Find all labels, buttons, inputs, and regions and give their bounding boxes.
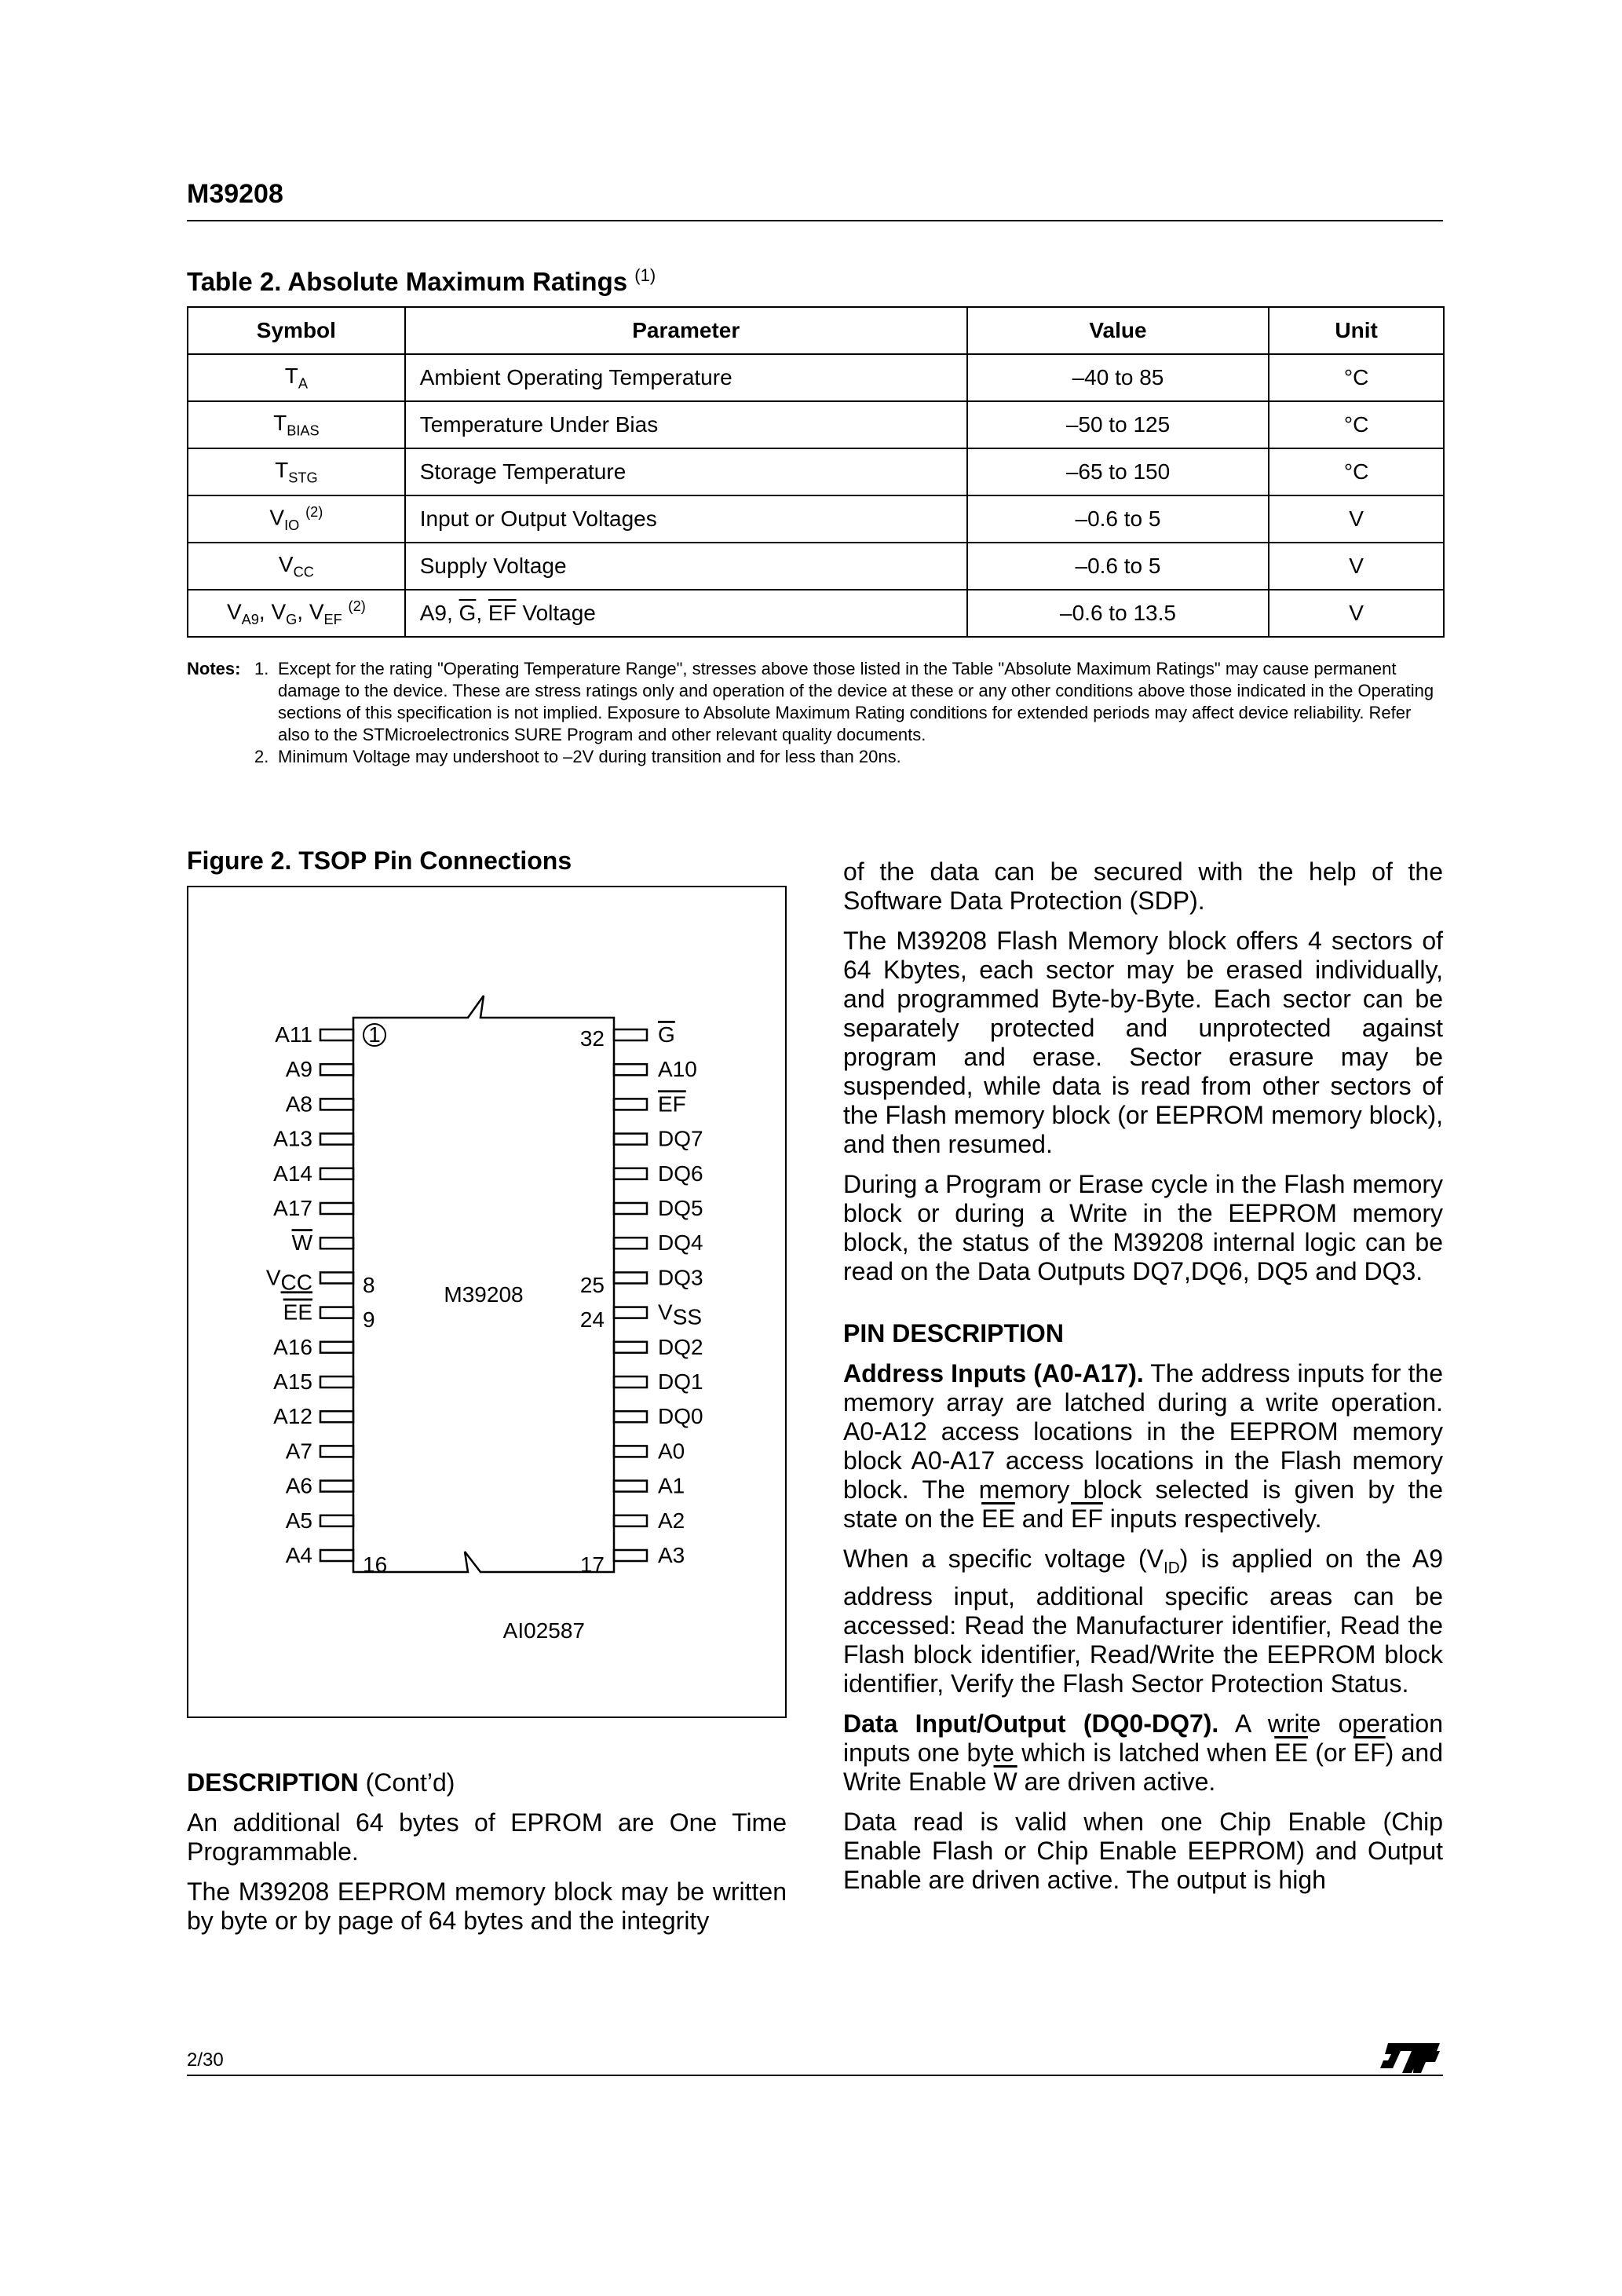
text-run: When a specific voltage (V (843, 1545, 1164, 1573)
row-unit: °C (1269, 448, 1444, 495)
pin-label: A13 (273, 1126, 312, 1151)
sym-sub: A9 (241, 611, 259, 627)
row-unit: °C (1269, 354, 1444, 401)
row-parameter: Supply Voltage (405, 543, 967, 590)
pin-number-25: 25 (579, 1273, 605, 1297)
param-part: Voltage (516, 601, 596, 625)
text-run: $\overline{EE}$ (981, 1504, 1015, 1533)
pin-stub (320, 1377, 353, 1387)
col-value: Value (967, 307, 1269, 354)
page-number: 2/30 (187, 2049, 224, 2071)
pin-label: A15 (273, 1369, 312, 1394)
pin-label-sub: CC (280, 1270, 312, 1295)
pin-stub (320, 1411, 353, 1422)
pin-label: DQ4 (658, 1230, 703, 1256)
pin-stub (320, 1029, 353, 1040)
row-symbol (188, 495, 405, 543)
header-rule (187, 220, 1443, 221)
row-parameter: Storage Temperature (405, 448, 967, 495)
row-parameter: Temperature Under Bias (405, 401, 967, 448)
pin-label: DQ7 (658, 1126, 703, 1151)
pin-label: W (291, 1230, 312, 1256)
right-pin-group (614, 1022, 703, 1567)
addr-head: Address Inputs (A0-A17). (843, 1359, 1144, 1387)
text-run: $\overline{EF}$ (1070, 1504, 1103, 1533)
pin-label: A10 (658, 1057, 697, 1082)
pin-stub (614, 1099, 647, 1110)
pin-stub (320, 1099, 353, 1110)
sym-sub: A (298, 375, 308, 392)
figure-code: AI02587 (502, 1618, 585, 1643)
pin-label: A3 (658, 1543, 685, 1567)
note-text: Minimum Voltage may undershoot to –2V during transition and for less than 20ns. (278, 747, 901, 766)
text-run: and (1014, 1504, 1071, 1533)
notes-label: Notes: (187, 659, 241, 678)
sym-sub: EF (323, 611, 342, 627)
pin-description-heading: PIN DESCRIPTION (843, 1319, 1064, 1347)
row-unit: V (1269, 543, 1444, 590)
pin-stub (614, 1550, 647, 1561)
pin-stub (614, 1064, 647, 1075)
table-title (187, 265, 656, 297)
pin-description-column (843, 857, 1443, 1906)
pin-stub (320, 1168, 353, 1179)
pin-label-sub: SS (672, 1304, 703, 1329)
text-run: $\overline{W}$ (993, 1768, 1017, 1797)
sym-sup: (2) (305, 504, 323, 521)
figure-frame (187, 886, 787, 1718)
paragraph-address-inputs (843, 1359, 1443, 1534)
sym-part: , V (297, 599, 324, 624)
table-row (188, 354, 1444, 401)
text-run: (or (1307, 1738, 1353, 1768)
sym-sup: (2) (348, 598, 366, 615)
heading-suffix: (Cont’d) (358, 1768, 455, 1797)
row-value: –40 to 85 (967, 354, 1269, 401)
row-symbol (188, 354, 405, 401)
col-symbol: Symbol (188, 307, 405, 354)
note-text: Except for the rating "Operating Temperature Range", stresses above those listed in the Table "Absolute Maximum Ratings" may cause permanent damage to the device. These are stress ratings only and operation of the device at these or any other conditions above those indicated in the Operating sections of this specification is not implied. Exposure to Absolute Maximum Rating conditions for extended periods may affect device reliability. Refer also to the STMicroelectronics SURE Program and other relevant quality documents. (278, 659, 1434, 744)
figure-title: Figure 2. TSOP Pin Connections (187, 846, 572, 875)
pin-stub (320, 1446, 353, 1457)
paragraph: The M39208 Flash Memory block offers 4 sectors of 64 Kbytes, each sector may be erased individually, and programmed Byte-by-Byte. Each sector can be separately protected and unprotected against program and erase. Sector erasure may be suspended, while data is read from other sectors of the Flash memory block (or EEPROM memory block), and then resumed. (843, 927, 1443, 1158)
pin-stub (614, 1238, 647, 1249)
dq-head: Data Input/Output (DQ0-DQ7). (843, 1709, 1219, 1738)
pin-label: DQ3 (658, 1265, 703, 1290)
text-run: $\overline{EF}$ (1353, 1738, 1386, 1768)
pin-number-32: 32 (579, 1026, 605, 1051)
table-header-row (188, 307, 1444, 354)
pin-stub (614, 1481, 647, 1492)
pin-stub (320, 1307, 353, 1318)
sym-sub: BIAS (287, 422, 320, 439)
pin-stub (614, 1446, 647, 1457)
pin-stub (614, 1203, 647, 1214)
pin-stub (614, 1272, 647, 1283)
pin-number-8: 8 (363, 1273, 375, 1297)
pin-label: A5 (285, 1508, 312, 1533)
table-notes (187, 658, 1443, 768)
pin-label: A17 (273, 1196, 312, 1220)
table-row (188, 543, 1444, 590)
text-run: ) and Write Enable (843, 1738, 1444, 1797)
pin-label: A12 (273, 1404, 312, 1429)
sym-sub: STG (288, 470, 318, 486)
pin-stub (614, 1168, 647, 1179)
row-value: –0.6 to 5 (967, 495, 1269, 543)
pin-label: A11 (275, 1022, 312, 1047)
pin-stub (614, 1342, 647, 1353)
heading-bold: DESCRIPTION (187, 1768, 359, 1797)
sym-sub: IO (284, 517, 300, 533)
pin-stub (320, 1238, 353, 1249)
row-symbol (188, 543, 405, 590)
table-title-note: (1) (634, 265, 656, 285)
pin-label: A8 (285, 1091, 312, 1117)
param-part: , (476, 601, 488, 625)
pin-label: DQ0 (658, 1404, 703, 1429)
chip-label: M39208 (444, 1282, 524, 1307)
pin-label (266, 1265, 312, 1294)
description-heading (187, 1768, 787, 1797)
pin-stub (614, 1515, 647, 1526)
row-parameter: Ambient Operating Temperature (405, 354, 967, 401)
param-part: $\overline{EF}$ (488, 601, 517, 625)
row-symbol (188, 401, 405, 448)
note-item (187, 746, 1443, 768)
pin-stub (320, 1272, 353, 1283)
text-run: ) is applied on the A9 address input, additional specific areas can be accessed: Read the Manufacturer identifier, Read the Flash block identifier, Read/Write the EEPROM block identifier, Verify the Flash Sector Protection Status. (843, 1545, 1444, 1698)
text-run: A write operation inputs one byte which is latched when (843, 1709, 1444, 1768)
sym-part: V (278, 551, 294, 576)
pin-stub (614, 1411, 647, 1422)
pin-label (658, 1300, 702, 1329)
sym-part: V (269, 505, 285, 530)
paragraph-vid (843, 1545, 1443, 1698)
paragraph: of the data can be secured with the help of the Software Data Protection (SDP). (843, 857, 1443, 915)
sym-part: V (226, 599, 242, 624)
row-value: –65 to 150 (967, 448, 1269, 495)
pin-label: A1 (658, 1473, 685, 1498)
paragraph: The M39208 EEPROM memory block may be written by byte or by page of 64 bytes and the integrity (187, 1877, 787, 1935)
col-unit: Unit (1269, 307, 1444, 354)
sym-sub: G (286, 611, 298, 627)
pin-label: A14 (273, 1161, 312, 1186)
table-row (188, 448, 1444, 495)
pin-label: EE (283, 1300, 312, 1325)
row-value: –0.6 to 5 (967, 543, 1269, 590)
paragraph-data-io (843, 1709, 1443, 1797)
pin-stub (320, 1481, 353, 1492)
pin-label: G (658, 1022, 675, 1047)
pin-diagram (188, 887, 785, 1717)
paragraph: Data read is valid when one Chip Enable (Chip Enable Flash or Chip Enable EEPROM) and Output Enable are driven active. The output is high (843, 1808, 1443, 1895)
notes-spacer (187, 746, 254, 768)
pin-stub (320, 1203, 353, 1214)
text-run: are driven active. (1017, 1768, 1216, 1797)
row-symbol (188, 448, 405, 495)
note-number: 2. (254, 747, 269, 766)
param-part: A9, (419, 601, 459, 625)
pin-stub (320, 1064, 353, 1075)
row-value: –0.6 to 13.5 (967, 590, 1269, 637)
sym-part: , V (258, 599, 287, 624)
pin-stub (320, 1342, 353, 1353)
pin-label-main: V (658, 1300, 673, 1325)
pin-label: A16 (273, 1334, 312, 1359)
pin-label: A9 (285, 1057, 312, 1082)
text-run: The address inputs for the memory array are latched during a write operation. A0-A12 access locations in the EEPROM memory block A0-A17 access locations in the Flash memory block. The memory block selected is given by the state on the (843, 1359, 1443, 1533)
header-part-number: M39208 (187, 179, 283, 209)
col-parameter: Parameter (405, 307, 967, 354)
sym-part: T (275, 457, 289, 482)
table-row (188, 401, 1444, 448)
note-item (187, 658, 1443, 746)
pin1-marker: 1 (368, 1022, 381, 1047)
text-sub: ID (1163, 1559, 1180, 1578)
row-unit: V (1269, 590, 1444, 637)
pin-number-24: 24 (579, 1307, 605, 1332)
pin-label: A2 (658, 1508, 685, 1533)
row-value: –50 to 125 (967, 401, 1269, 448)
description-column (187, 1768, 787, 1947)
pin-label: A0 (658, 1439, 685, 1464)
footer-rule (187, 2075, 1443, 2076)
pin-label: A6 (285, 1473, 312, 1498)
text-run: inputs respectively. (1102, 1504, 1322, 1533)
left-pin-group (266, 1022, 353, 1567)
pin-label: DQ1 (658, 1369, 703, 1394)
pin-number-9: 9 (363, 1307, 375, 1332)
note-number: 1. (254, 659, 269, 678)
pin-number-17: 17 (579, 1552, 605, 1577)
pin-stub (320, 1515, 353, 1526)
pin-label-main: V (265, 1265, 281, 1290)
pin-stub (614, 1134, 647, 1145)
paragraph: During a Program or Erase cycle in the Flash memory block or during a Write in the EEPROM memory block, the status of the M39208 internal logic can be read on the Data Outputs DQ7,DQ6, DQ5 and DQ3. (843, 1170, 1443, 1285)
pin-number-16: 16 (363, 1552, 388, 1577)
pin-label: DQ6 (658, 1161, 703, 1186)
pin-stub (614, 1029, 647, 1040)
pin-stub (614, 1307, 647, 1318)
text-run: $\overline{EE}$ (1274, 1738, 1308, 1768)
row-unit: V (1269, 495, 1444, 543)
table-row (188, 495, 1444, 543)
sym-part: T (273, 410, 287, 435)
sym-part: T (284, 363, 298, 388)
row-symbol (188, 590, 405, 637)
row-parameter: Input or Output Voltages (405, 495, 967, 543)
row-parameter (405, 590, 967, 637)
table-row (188, 590, 1444, 637)
ratings-table (187, 306, 1445, 638)
pin-label: A7 (285, 1439, 312, 1464)
pin-stub (614, 1377, 647, 1387)
sym-sub: CC (293, 564, 314, 580)
param-part: $\overline{G}$ (458, 601, 477, 625)
row-unit: °C (1269, 401, 1444, 448)
pin-label: DQ5 (658, 1196, 703, 1220)
pin-label: A4 (285, 1543, 312, 1567)
pin-stub (320, 1134, 353, 1145)
paragraph: An additional 64 bytes of EPROM are One Time Programmable. (187, 1808, 787, 1866)
pin-label: EF (658, 1091, 686, 1117)
pin-label: DQ2 (658, 1334, 703, 1359)
table-title-text: Table 2. Absolute Maximum Ratings (187, 267, 628, 296)
pin-stub (320, 1550, 353, 1561)
